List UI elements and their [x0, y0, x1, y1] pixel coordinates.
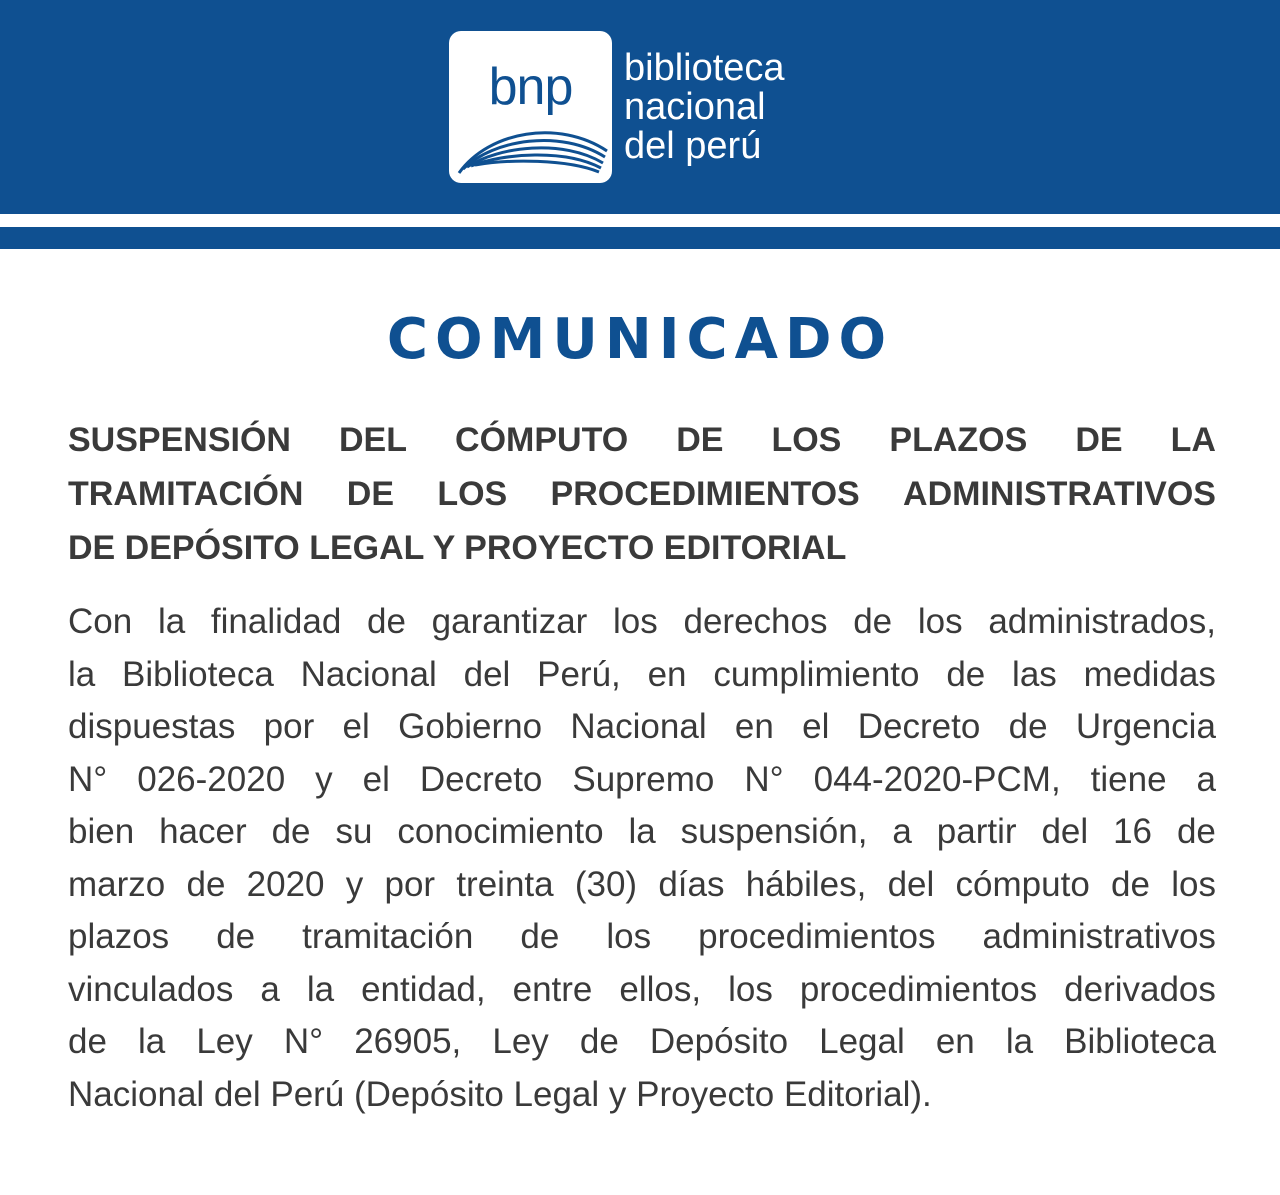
word: administrados,	[988, 602, 1216, 641]
word: cumplimiento	[713, 654, 920, 694]
word: marzo	[68, 864, 166, 904]
word: Biblioteca	[1064, 1022, 1216, 1061]
word: ADMINISTRATIVOS	[903, 475, 1216, 513]
word: las	[1012, 654, 1057, 694]
word: LA	[1170, 421, 1216, 459]
word: Urgencia	[1075, 707, 1216, 746]
word: de	[946, 654, 986, 694]
logo-line: del perú	[624, 125, 762, 167]
word: y	[345, 864, 364, 904]
word: treinta	[456, 864, 554, 904]
word: los	[917, 602, 963, 641]
word: finalidad	[210, 602, 342, 641]
word: ellos,	[619, 969, 702, 1009]
word: a	[260, 969, 280, 1009]
word: Ley	[492, 1022, 549, 1061]
word: Supremo	[572, 759, 715, 799]
word: N°	[68, 759, 108, 799]
word: de	[1008, 707, 1048, 746]
word: del	[463, 654, 511, 694]
word: TRAMITACIÓN	[68, 475, 304, 513]
word: la	[68, 654, 96, 694]
word: 2020	[246, 864, 325, 904]
word: y	[315, 759, 333, 799]
word: hacer	[159, 812, 247, 851]
word: hábiles,	[745, 864, 867, 904]
word: de	[853, 602, 893, 641]
word: entidad,	[361, 969, 486, 1009]
word: DEL	[338, 421, 407, 459]
word: garantizar	[431, 602, 588, 641]
header-banner	[0, 0, 1280, 214]
body-line	[68, 859, 1216, 912]
word: por	[263, 707, 315, 746]
word: Depósito	[649, 1022, 789, 1061]
word: medidas	[1083, 654, 1216, 694]
word: dispuestas	[68, 707, 236, 746]
word: Nacional	[300, 654, 437, 694]
word: CÓMPUTO	[455, 421, 629, 459]
word: entre	[512, 969, 593, 1009]
word: vinculados	[68, 969, 234, 1009]
word: 044-2020-PCM,	[813, 759, 1061, 799]
word: administrativos	[982, 917, 1216, 956]
word: Decreto	[419, 759, 543, 799]
word: del	[887, 864, 935, 904]
word: SUSPENSIÓN	[68, 421, 291, 459]
word: Nacional	[570, 707, 707, 746]
word: Perú,	[537, 654, 621, 694]
word: de	[216, 917, 256, 956]
body-line	[68, 649, 1216, 702]
word: los	[613, 602, 658, 641]
body-line	[68, 1016, 1216, 1069]
word: cómputo	[955, 864, 1090, 904]
word: DE	[676, 421, 724, 459]
word: Decreto	[857, 707, 981, 746]
word: LOS	[437, 475, 508, 513]
word: Legal	[819, 1022, 905, 1061]
word: 26905,	[354, 1022, 462, 1061]
word: derechos	[683, 602, 828, 641]
word: partir	[936, 812, 1017, 851]
word: tramitación	[302, 917, 474, 956]
document-body	[68, 596, 1216, 1121]
word: la	[1005, 1022, 1034, 1061]
word: de	[1176, 812, 1216, 851]
word: Biblioteca	[122, 654, 274, 694]
word: de	[520, 917, 560, 956]
word: de	[68, 1022, 107, 1061]
word: de	[579, 1022, 619, 1061]
word: en	[935, 1022, 975, 1061]
word: días	[658, 864, 725, 904]
word: PLAZOS	[889, 421, 1028, 459]
word: por	[384, 864, 436, 904]
subtitle-line	[68, 467, 1216, 521]
body-line	[68, 754, 1216, 807]
word: 026-2020	[137, 759, 286, 799]
word: a	[892, 812, 912, 851]
body-line	[68, 701, 1216, 754]
word: derivados	[1064, 969, 1216, 1009]
word: N°	[283, 1022, 324, 1061]
word: los	[728, 969, 773, 1009]
word: del	[1041, 812, 1089, 851]
word: su	[335, 812, 373, 851]
logo-line: biblioteca	[624, 47, 785, 89]
word: en	[734, 707, 774, 746]
book-arcs-icon	[449, 31, 612, 183]
word: LOS	[771, 421, 842, 459]
word: de	[271, 812, 311, 851]
document-subtitle	[68, 413, 1216, 575]
word: Ley	[196, 1022, 253, 1061]
word: Con	[68, 602, 133, 641]
word: el	[362, 759, 390, 799]
body-line	[68, 911, 1216, 964]
page-title: COMUNICADO	[386, 307, 894, 372]
word: conocimiento	[397, 812, 604, 851]
word: procedimientos	[799, 969, 1038, 1009]
word: bien	[68, 812, 135, 851]
word: DE	[346, 475, 394, 513]
word: plazos	[68, 917, 170, 956]
word: (30)	[574, 864, 638, 904]
subtitle-line: DE DEPÓSITO LEGAL Y PROYECTO EDITORIAL	[68, 529, 847, 567]
word: suspensión,	[680, 812, 868, 851]
word: N°	[744, 759, 784, 799]
word: la	[306, 969, 335, 1009]
word: PROCEDIMIENTOS	[550, 475, 860, 513]
logo-abbrev: bnp	[488, 58, 573, 116]
word: los	[606, 917, 652, 956]
bnp-logo	[449, 31, 612, 183]
body-line	[68, 596, 1216, 649]
word: la	[138, 1022, 166, 1061]
word: la	[628, 812, 656, 851]
word: de	[367, 602, 406, 641]
word: tiene	[1090, 759, 1167, 799]
logo-wordmark	[624, 49, 785, 166]
word: Gobierno	[398, 707, 543, 746]
body-line	[68, 964, 1216, 1017]
word: el	[802, 707, 830, 746]
word: DE	[1075, 421, 1123, 459]
word: procedimientos	[698, 917, 936, 956]
word: los	[1171, 864, 1216, 904]
word: la	[157, 602, 186, 641]
word: de	[1111, 864, 1150, 904]
word: a	[1196, 759, 1216, 799]
body-line: Nacional del Perú (Depósito Legal y Proyecto Editorial).	[68, 1074, 932, 1114]
word: el	[342, 707, 370, 746]
body-line	[68, 806, 1216, 859]
header-stripe	[0, 227, 1280, 249]
word: de	[186, 864, 226, 904]
subtitle-line	[68, 413, 1216, 467]
logo-line: nacional	[624, 86, 766, 128]
word: en	[647, 654, 687, 694]
word: 16	[1113, 812, 1153, 851]
